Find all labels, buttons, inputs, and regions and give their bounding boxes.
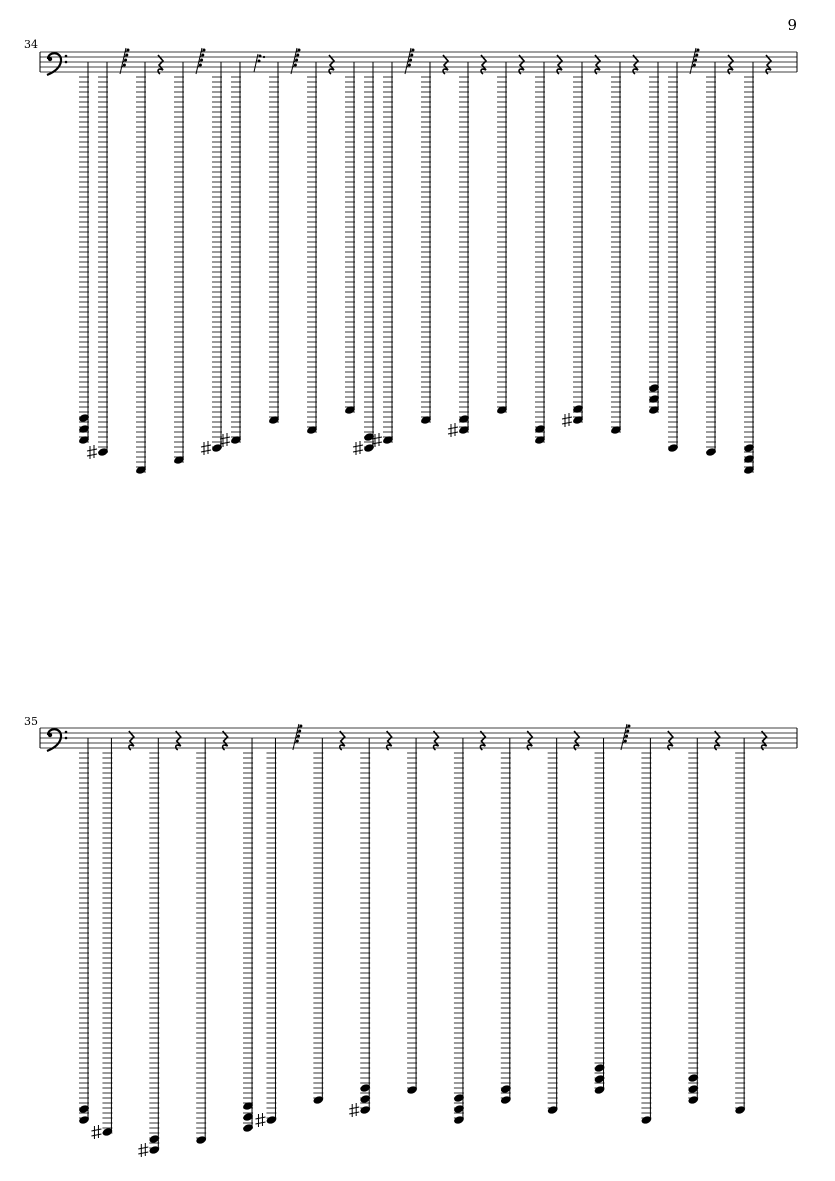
measure-number-system-1: 34 <box>24 38 38 51</box>
quarter-rest-icon <box>633 55 638 74</box>
bass-clef-dot <box>65 61 68 64</box>
quarter-rest-icon <box>766 55 771 74</box>
quarter-rest-icon <box>223 731 228 750</box>
quarter-rest-icon <box>715 731 720 750</box>
sharp-icon <box>91 1125 101 1139</box>
bass-clef-dot <box>65 731 68 734</box>
sharp-icon <box>201 441 211 455</box>
quarter-rest-icon <box>158 55 163 74</box>
bass-clef-icon <box>48 733 52 737</box>
quarter-rest-icon <box>762 731 767 750</box>
quarter-rest-icon <box>340 731 345 750</box>
quarter-rest-icon <box>557 55 562 74</box>
quarter-rest-icon <box>480 731 485 750</box>
quarter-rest-icon <box>668 731 673 750</box>
quarter-rest-icon <box>519 55 524 74</box>
sharp-icon <box>349 1103 359 1117</box>
quarter-rest-icon <box>595 55 600 74</box>
sharp-icon <box>138 1143 148 1157</box>
sharp-icon <box>353 441 363 455</box>
augmentation-dot <box>263 56 265 58</box>
quarter-rest-icon <box>527 731 532 750</box>
measure-number-system-2: 35 <box>24 715 38 728</box>
quarter-rest-icon <box>728 55 733 74</box>
page-number: 9 <box>787 16 797 34</box>
quarter-rest-icon <box>129 731 134 750</box>
quarter-rest-icon <box>481 55 486 74</box>
sharp-icon <box>255 1113 265 1127</box>
sharp-icon <box>448 423 458 437</box>
rest-flag-dot <box>258 60 261 63</box>
quarter-rest-icon <box>443 55 448 74</box>
sharp-icon <box>562 413 572 427</box>
bass-clef-dot <box>65 737 68 740</box>
bass-clef-dot <box>65 55 68 58</box>
quarter-rest-icon <box>329 55 334 74</box>
quarter-rest-icon <box>434 731 439 750</box>
quarter-rest-icon <box>574 731 579 750</box>
rest-flag-dot <box>259 55 262 58</box>
quarter-rest-icon <box>387 731 392 750</box>
quarter-rest-icon <box>176 731 181 750</box>
sharp-icon <box>87 445 97 459</box>
bass-clef-icon <box>48 57 52 61</box>
